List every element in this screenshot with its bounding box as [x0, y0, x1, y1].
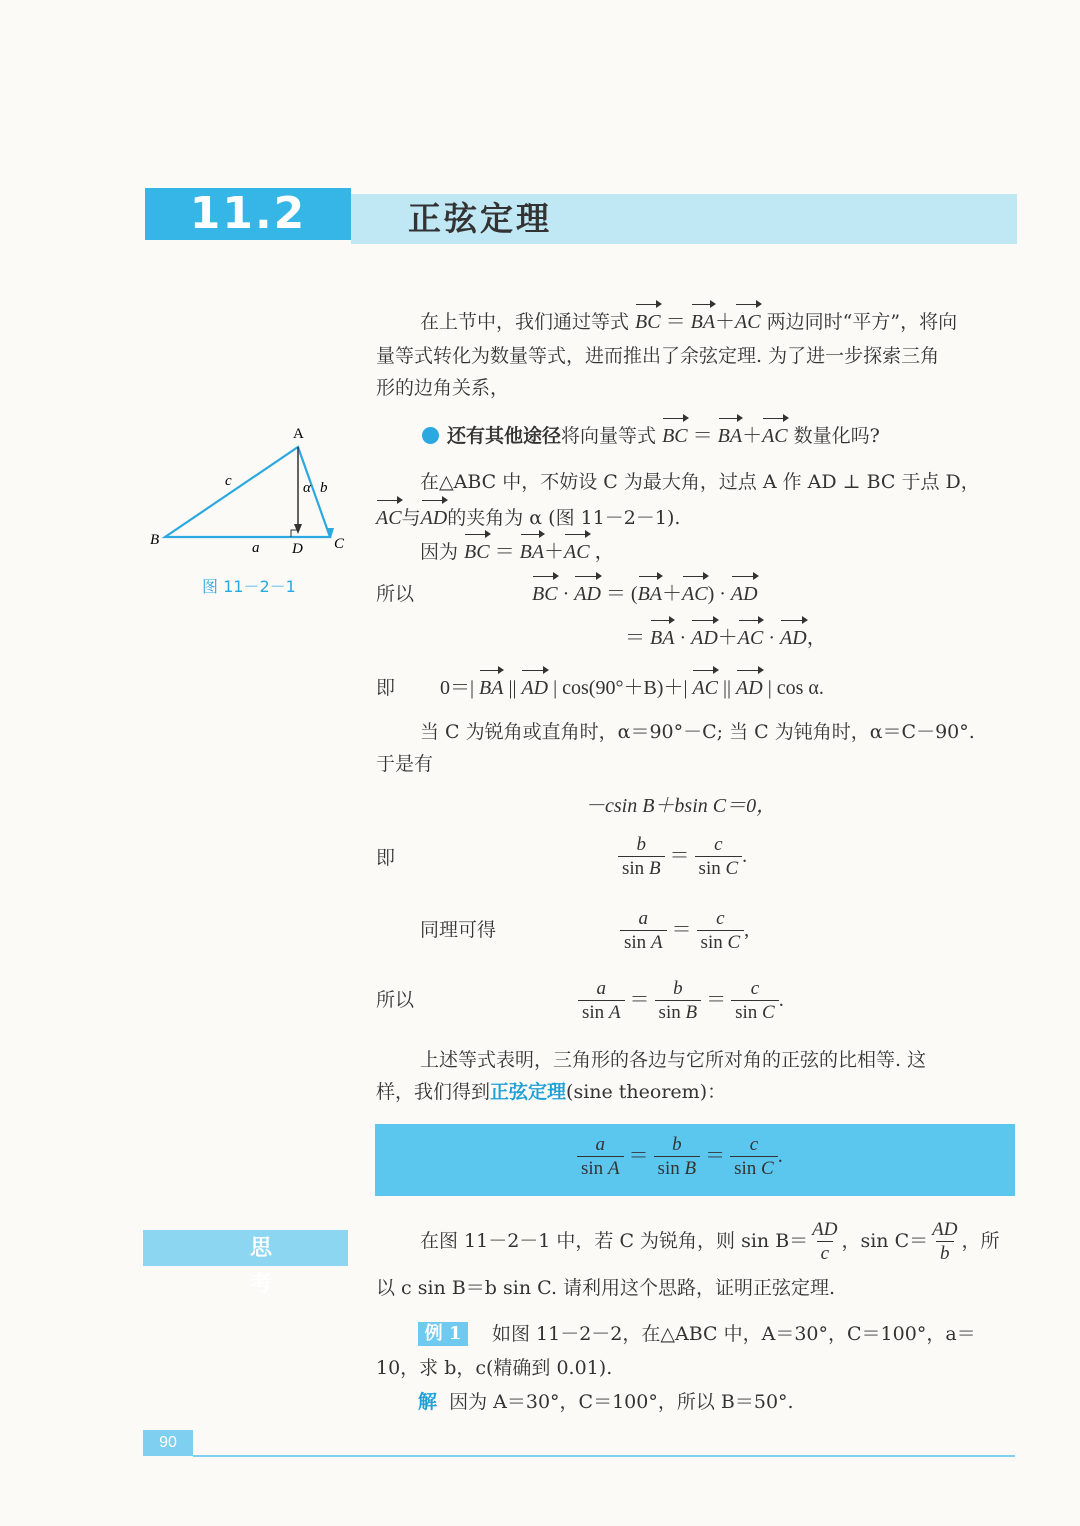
theorem-box — [375, 1124, 1015, 1196]
think-line-2: 以 c sin B＝b sin C. 请利用这个思路，证明正弦定理. — [376, 1277, 836, 1299]
magnitude-eq: 0＝| BA || AD | cos(90°＋B)＋| AC || AD | cos α. — [440, 672, 824, 704]
question-line: 还有其他途径将向量等式 BC ＝ BA＋AC 数量化吗? — [422, 420, 880, 452]
dot-product-eq-1: BC · AD ＝ (BA＋AC) · AD — [532, 578, 758, 610]
figure-caption: 图 11－2－1 — [202, 577, 296, 596]
label-alpha: α — [303, 480, 311, 496]
label-A: A — [293, 426, 304, 442]
bullet-icon — [422, 427, 439, 444]
suoyi-label-2: 所以 — [376, 989, 415, 1011]
label-c: c — [225, 473, 232, 489]
ji-label-2: 即 — [376, 847, 396, 869]
theorem-term: 正弦定理 — [490, 1081, 567, 1103]
theorem-formula: $\frac{a}{\text{sin A}}$ ＝ $\frac{b}{\text{sin B}}$ ＝ $\frac{c}{\text{sin C}}$ . — [577, 1134, 783, 1181]
setup-line-1: 在△ABC 中，不妨设 C 为最大角，过点 A 作 AD ⊥ BC 于点 D， — [420, 471, 980, 493]
ratio-bc: $\frac{b}{\text{sin B}}$ ＝ $\frac{c}{\text{sin C}}$ . — [618, 834, 747, 881]
intro-line-3: 形的边角关系， — [376, 377, 510, 399]
intro-line-2: 量等式转化为数量等式，进而推出了余弦定理. 为了进一步探索三角 — [376, 345, 940, 367]
section-number: 11.2 — [189, 188, 307, 239]
label-D: D — [292, 541, 303, 557]
label-C: C — [334, 536, 345, 552]
label-B: B — [150, 532, 160, 548]
angle-cases: 当 C 为锐角或直角时，α＝90°－C; 当 C 为钝角时，α＝C－90°. — [420, 721, 975, 743]
solution-line: 解 因为 A＝30°，C＝100°，所以 B＝50°. — [418, 1391, 794, 1413]
ji-label-1: 即 — [376, 677, 396, 699]
think-line-1: 在图 11－2－1 中，若 C 为锐角，则 sin B＝ $\frac{AD}{c}$ ，sin C＝ $\frac{AD}{b}$ ，所 — [420, 1218, 1000, 1264]
label-a: a — [252, 540, 260, 556]
example-badge: 例 1 — [418, 1322, 468, 1346]
sine-relation: －csin B＋bsin C＝0， — [585, 795, 777, 817]
label-b: b — [320, 480, 328, 496]
example-line-1: 如图 11－2－2，在△ABC 中，A＝30°，C＝100°，a＝ — [492, 1323, 976, 1345]
solution-label: 解 — [418, 1391, 438, 1413]
conclusion-line-1: 上述等式表明，三角形的各边与它所对角的正弦的比相等. 这 — [420, 1049, 927, 1071]
page-number: 90 — [159, 1434, 177, 1451]
setup-line-2: AC与AD的夹角为 α (图 11－2－1). — [376, 502, 680, 534]
ratio-ac: $\frac{a}{\text{sin A}}$ ＝ $\frac{c}{\text{sin C}}$ , — [620, 908, 749, 955]
section-title: 正弦定理 — [408, 199, 552, 238]
intro-line-1: 在上节中，我们通过等式 BC ＝ BA＋AC 两边同时“平方”，将向 — [420, 306, 957, 338]
suoyi-label-1: 所以 — [376, 583, 415, 605]
yushiyou: 于是有 — [376, 753, 434, 775]
footer-rule — [193, 1455, 1015, 1457]
tongli-label: 同理可得 — [420, 919, 497, 941]
because-line: 因为 BC ＝ BA＋AC ， — [420, 536, 615, 568]
conclusion-line-2: 样，我们得到正弦定理(sine theorem)： — [376, 1081, 727, 1103]
example-line-2: 10，求 b，c(精确到 0.01). — [376, 1357, 613, 1379]
think-label: 思 考 — [250, 1235, 287, 1297]
dot-product-eq-2: ＝ BA · AD＋AC · AD， — [625, 622, 827, 654]
triangle-figure — [140, 420, 360, 570]
ratio-abc: $\frac{a}{\text{sin A}}$ ＝ $\frac{b}{\text{sin B}}$ ＝ $\frac{c}{\text{sin C}}$ . — [578, 978, 784, 1025]
